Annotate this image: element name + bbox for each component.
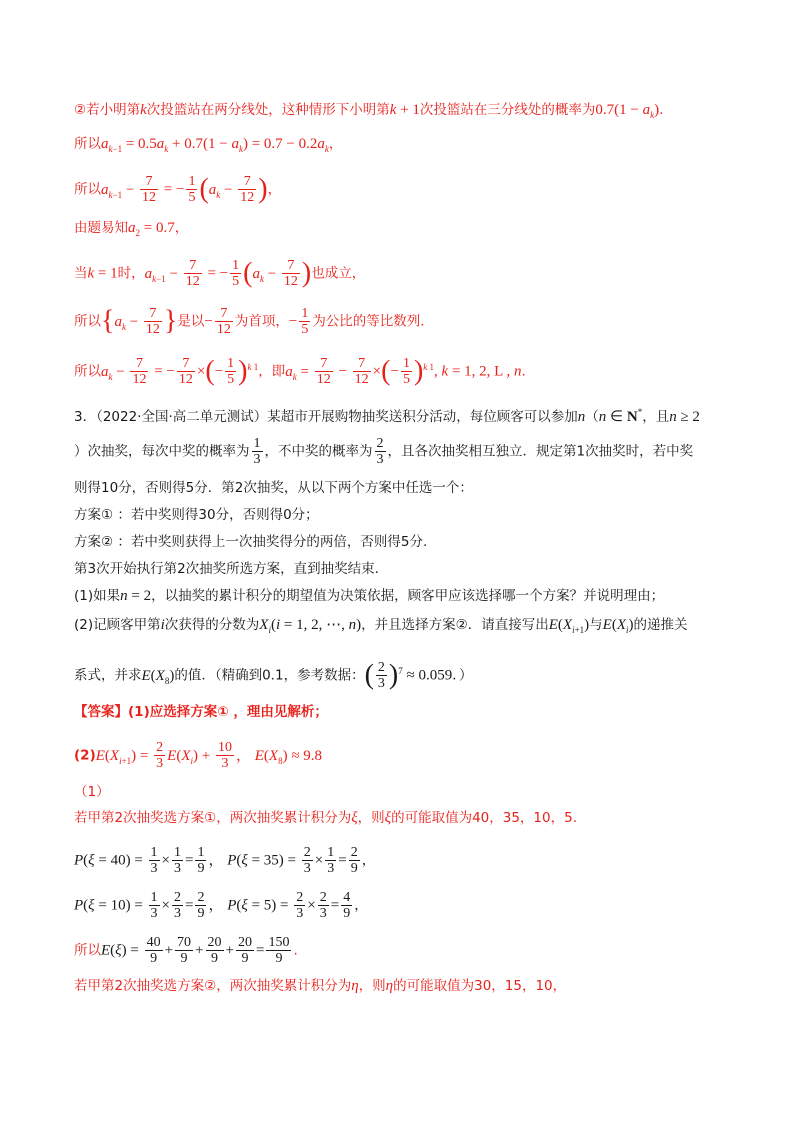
problem-3-line-6: 第3次开始执行第2次抽奖所选方案，直到抽奖结束. [74,561,379,577]
solution-line-7: 所以$a_k$ − $\frac{7}{12}$ = − $\frac{7}{12}$ ×(− $\frac{1}{5}$ )$^{k 1}$，即$a_k$ = $\frac{7}{12}$ − $\frac{7}{12}$ ×(− $\frac{1}{5}$ )$^{k 1}$, k = 1, 2, L , n. [74,355,526,387]
question-1: (1)如果n = 2，以抽奖的累计积分的期望值为决策依据，顾客甲应该选择哪一个方案？并说明理由； [74,588,665,604]
solution-line-4: 由题易知$a_2 = 0.7$， [74,220,189,238]
solution-line-6: 所以{$a_k$ − $\frac{7}{12}$ }是以− $\frac{7}{12}$ 为首项，− $\frac{1}{5}$ 为公比的等比数列. [74,305,425,337]
problem-3-line-1: 3．（2022·全国·高二单元测试）某超市开展购物抽奖送积分活动，每位顾客可以参加n（n ∈ N*，且n ≥ 2 [74,407,700,425]
solution-part-1-line-1: 若甲第2次抽奖选方案①，两次抽奖累计积分为ξ，则ξ的可能取值为40，35，10，5. [74,810,577,826]
solution-line-1: ②若小明第k次投篮站在两分线处，这种情形下小明第k + 1次投篮站在三分线处的概率为$0.7(1 - a_k)$. [74,102,664,120]
question-2-line-1: (2)记顾客甲第i次获得的分数为$X_i(i = 1$, 2, ⋯, n)，并且选择方案②．请直接写出$E(X_{i+1})$与$E(X_i)$的递推关 [74,617,688,635]
probability-line-1: P(ξ = 40) = $\frac{1}{3}$ × $\frac{1}{3}$ = $\frac{1}{9}$ ， P(ξ = 35) = $\frac{2}{3}$ × $\frac{1}{3}$ = $\frac{2}{9}$ ， [74,845,376,876]
solution-part-1-label: （1） [74,784,110,800]
answer-line-2: $(2)E(X_{i+1})$ = $\frac{2}{3}$ $E(X_i)$ + $\frac{10}{3}$ ， $E(X_8) \approx 9.8$ [74,740,323,771]
solution-part-1-line-2: 若甲第2次抽奖选方案②，两次抽奖累计积分为η，则η的可能取值为30，15，10， [74,978,567,994]
probability-line-2: P(ξ = 10) = $\frac{1}{3}$ × $\frac{2}{3}$ = $\frac{2}{9}$ ， P(ξ = 5) = $\frac{2}{3}$ × $\frac{2}{3}$ = $\frac{4}{9}$ ， [74,890,368,921]
problem-3-line-2: ）次抽奖，每次中奖的概率为 $\frac{1}{3}$ ，不中奖的概率为 $\frac{2}{3}$ ，且各次抽奖相互独立．规定第1次抽奖时，若中奖 [74,436,694,467]
problem-3-scheme-1: 方案① ：若中奖则得30分，否则得0分； [74,507,319,523]
answer-line-1: 【答案】(1)应选择方案① ，理由见解析； [74,704,328,720]
expectation-line: 所以E(ξ) = $\frac{40}{9}$ + $\frac{70}{9}$ + $\frac{20}{9}$ + $\frac{20}{9}$ = $\frac{150}{9}$ . [74,935,298,966]
solution-line-2: 所以$a_{k-1} = 0.5a_k + 0.7(1 - a_k) = 0.7 - 0.2a_k$， [74,136,343,154]
solution-line-3: 所以$a_{k-1}$ − $\frac{7}{12}$ = − $\frac{1}{5}$ ($a_k$ − $\frac{7}{12}$ )， [74,173,282,205]
problem-3-scheme-2: 方案② ：若中奖则获得上一次抽奖得分的两倍，否则得5分. [74,534,428,550]
problem-3-line-3: 则得10分，否则得5分．第2次抽奖，从以下两个方案中任选一个： [74,480,473,496]
question-2-line-2: 系式，并求$E(X_8)$的值．（精确到0.1，参考数据：( $\frac{2}{3}$ )$^7$ ≈ 0.059．） [74,659,473,691]
solution-line-5: 当k = 1时，$a_{k-1}$ − $\frac{7}{12}$ = − $\frac{1}{5}$ ($a_k$ − $\frac{7}{12}$ )也成立， [74,257,366,289]
